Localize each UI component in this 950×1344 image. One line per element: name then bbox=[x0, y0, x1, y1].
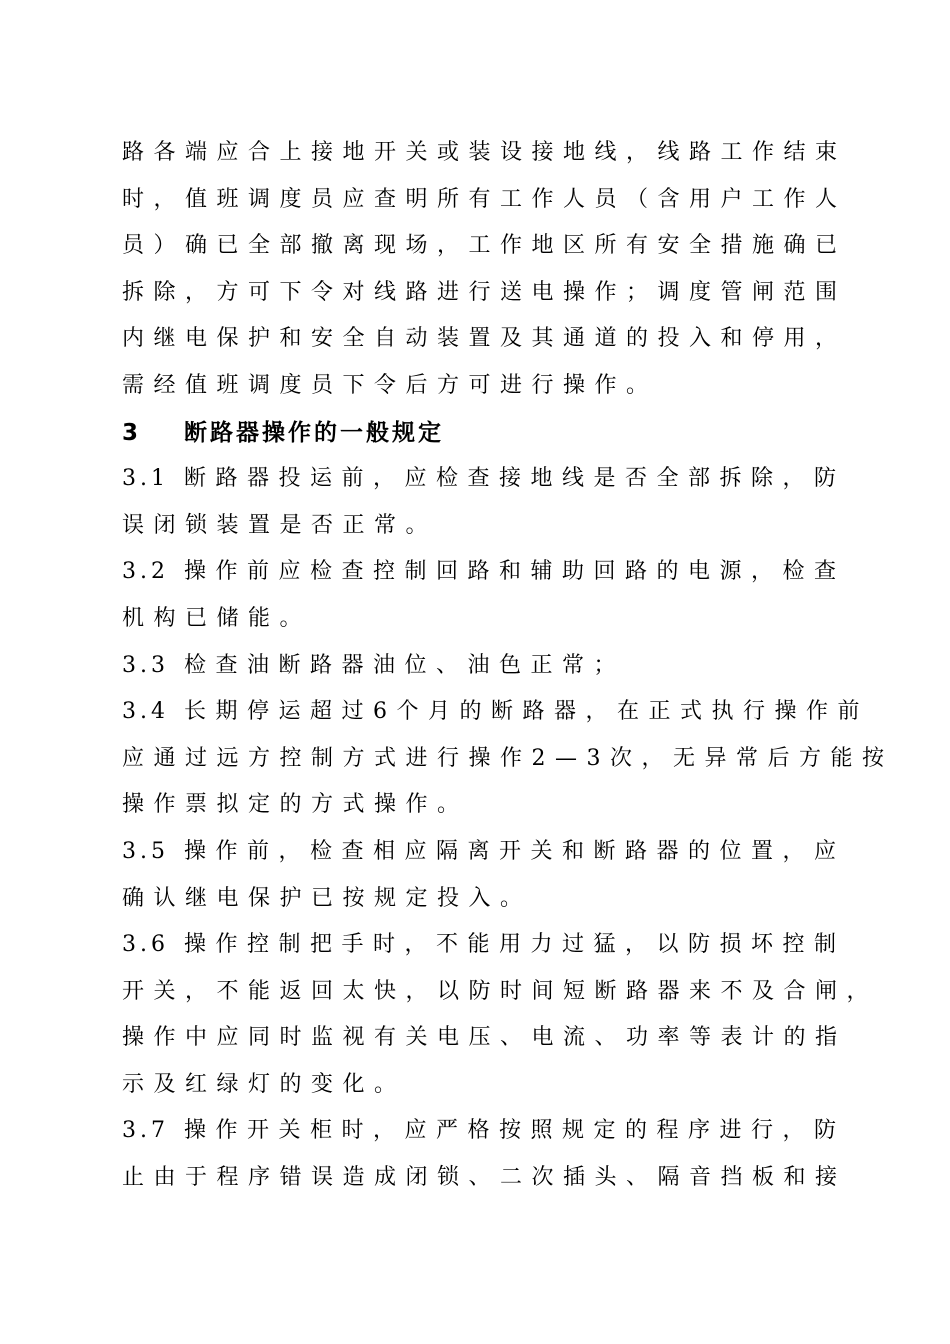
item-3-3 bbox=[122, 643, 842, 690]
item-line bbox=[122, 689, 869, 736]
item-line: 示及红绿灯的变化。 bbox=[122, 1071, 406, 1097]
item-line bbox=[122, 922, 846, 969]
item-3-6 bbox=[122, 922, 879, 1108]
item-text: 断路器投运前，应检查接地线是否全部拆除，防 bbox=[184, 466, 846, 492]
intro-line: 拆除，方可下令对线路进行送电操作；调度管闸范围 bbox=[122, 279, 847, 305]
item-text: 长期停运超过6个月的断路器，在正式执行操作前 bbox=[184, 699, 869, 725]
item-line bbox=[122, 643, 842, 690]
item-line bbox=[122, 549, 846, 596]
item-text: 操作开关柜时，应严格按照规定的程序进行，防 bbox=[184, 1118, 846, 1144]
item-number: 3.5 bbox=[122, 838, 169, 864]
item-line: 机构已储能。 bbox=[122, 605, 312, 631]
item-number: 3.1 bbox=[122, 466, 169, 492]
item-line: 操作中应同时监视有关电压、电流、功率等表计的指 bbox=[122, 1025, 847, 1051]
document-page bbox=[122, 130, 894, 1202]
item-text: 操作控制把手时，不能用力过猛，以防损坏控制 bbox=[184, 932, 846, 958]
item-line: 误闭锁装置是否正常。 bbox=[122, 512, 438, 538]
item-line: 止由于程序错误造成闭锁、二次插头、隔音挡板和接 bbox=[122, 1165, 847, 1191]
intro-line: 内继电保护和安全自动装置及其通道的投入和停用， bbox=[122, 326, 847, 352]
item-number: 3.7 bbox=[122, 1118, 169, 1144]
item-text: 操作前应检查控制回路和辅助回路的电源，检查 bbox=[184, 559, 846, 585]
item-line bbox=[122, 829, 846, 876]
item-line: 应通过远方控制方式进行操作2—3次，无异常后方能按 bbox=[122, 745, 894, 771]
item-text: 操作前，检查相应隔离开关和断路器的位置，应 bbox=[184, 838, 846, 864]
intro-line: 时，值班调度员应查明所有工作人员（含用户工作人 bbox=[122, 186, 847, 212]
intro-line: 路各端应合上接地开关或装设接地线，线路工作结束 bbox=[122, 140, 847, 165]
intro-line: 员）确已全部撤离现场，工作地区所有安全措施确已 bbox=[122, 233, 847, 259]
section-heading bbox=[122, 410, 842, 457]
item-3-1 bbox=[122, 456, 846, 549]
item-line bbox=[122, 456, 846, 503]
item-line: 开关，不能返回太快，以防时间短断路器来不及合闸， bbox=[122, 978, 879, 1004]
item-3-4 bbox=[122, 689, 894, 829]
item-3-5 bbox=[122, 829, 846, 922]
item-number: 3.4 bbox=[122, 699, 169, 725]
item-text: 检查油断路器油位、油色正常； bbox=[184, 652, 626, 678]
item-line: 确认继电保护已按规定投入。 bbox=[122, 885, 532, 911]
item-3-7 bbox=[122, 1108, 847, 1201]
item-number: 3.2 bbox=[122, 559, 169, 585]
section-number: 3 bbox=[122, 419, 143, 446]
intro-line: 需经值班调度员下令后方可进行操作。 bbox=[122, 372, 658, 398]
item-number: 3.3 bbox=[122, 652, 169, 678]
item-line bbox=[122, 1108, 846, 1155]
item-line: 操作票拟定的方式操作。 bbox=[122, 792, 469, 818]
item-3-2 bbox=[122, 549, 846, 642]
section-title: 断路器操作的一般规定 bbox=[184, 419, 444, 446]
intro-paragraph bbox=[122, 130, 847, 410]
item-number: 3.6 bbox=[122, 932, 169, 958]
